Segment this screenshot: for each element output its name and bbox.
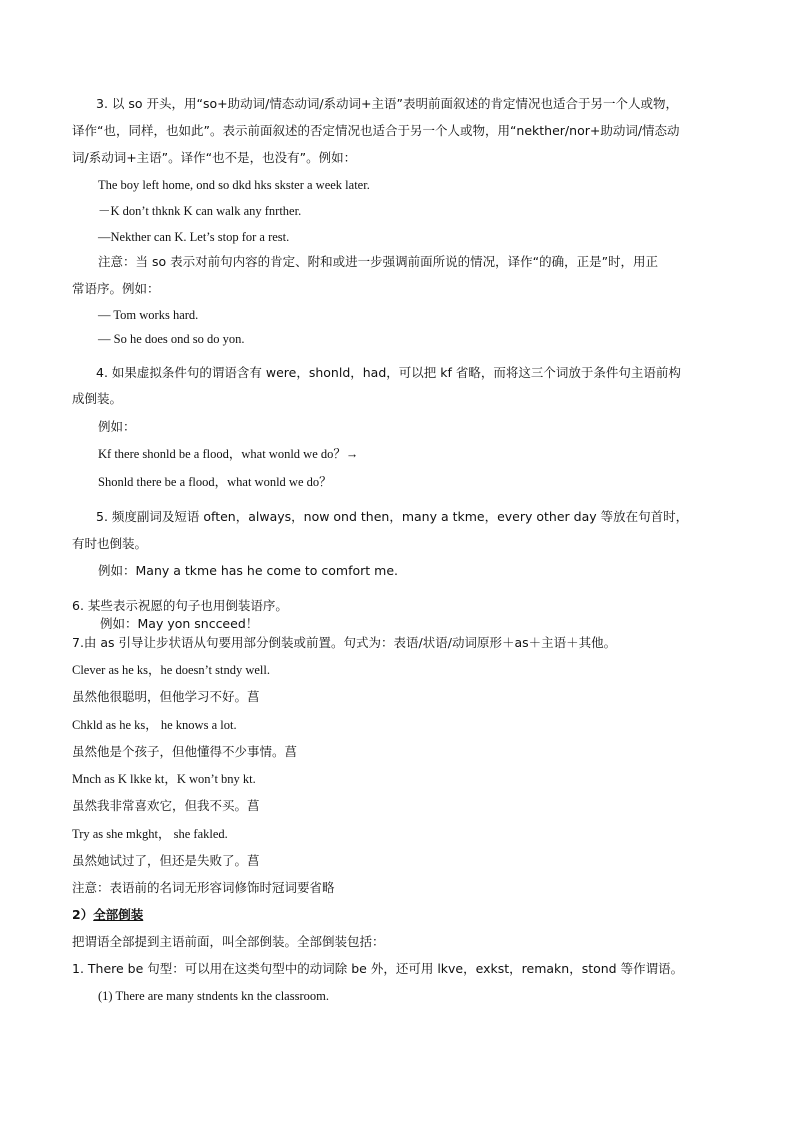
rule7-translation2: 虽然他是个孩子，但他懂得不少事情。菖	[72, 744, 298, 759]
section2-description: 把谓语全部提到主语前面，叫全部倒装。全部倒装包括：	[72, 934, 385, 949]
rule3-line3: 词/系动词+主语”。译作“也不是，也没有”。例如：	[72, 150, 357, 165]
rule7-translation4: 虽然她试过了，但还是失败了。菖	[72, 853, 260, 868]
rule7-example4: Try as she mkght， she fakled.	[72, 827, 228, 841]
rule3-line2: 译作“也，同样，也如此”。表示前面叙述的否定情况也适合于另一个人或物，用“nekther/nor+助动词/情态动	[72, 123, 680, 138]
rule7-note: 注意：表语前的名词无形容词修饰时冠词要省略	[72, 880, 335, 895]
rule3-example3: —Nekther can K. Let’s stop for a rest.	[98, 230, 290, 244]
rule3-example2: －K don’t thknk K can walk any fnrther.	[98, 204, 302, 218]
section2-number: 2）	[72, 907, 94, 922]
rule3-example4: — Tom works hard.	[98, 308, 199, 322]
rule5-line1: 5. 频度副词及短语 often，always，now ond then，many a tkme，every other day 等放在句首时，	[96, 509, 689, 524]
rule7-line1: 7.由 as 引导让步状语从句要用部分倒装或前置。句式为：表语/状语/动词原形＋as＋主语＋其他。	[72, 635, 617, 650]
rule6-line1: 6. 某些表示祝愿的句子也用倒装语序。	[72, 598, 288, 613]
rule4-line1: 4. 如果虚拟条件句的谓语含有 were，shonld，had，可以把 kf 省略，而将这三个词放于条件句主语前构	[96, 365, 681, 380]
rule7-example2: Chkld as he ks， he knows a lot.	[72, 718, 237, 732]
rule7-example3: Mnch as K lkke kt，K won’t bny kt.	[72, 772, 256, 786]
rule3-example5: — So he does ond so do yon.	[98, 332, 245, 346]
rule4-example1: Kf there shonld be a flood，what wonld we do？→	[98, 447, 359, 461]
rule3-note-line2: 常语序。例如：	[72, 281, 160, 296]
section2-example1: (1) There are many stndents kn the classroom.	[98, 989, 329, 1003]
rule5-example1: 例如：Many a tkme has he come to comfort me.	[98, 563, 398, 578]
rule7-translation1: 虽然他很聪明，但他学习不好。菖	[72, 689, 260, 704]
rule5-line2: 有时也倒装。	[72, 536, 148, 551]
rule3-example1: The boy left home, ond so dkd hks skster a week later.	[98, 178, 370, 192]
section2-item1: 1. There be 句型：可以用在这类句型中的动词除 be 外，还可用 lkve，exkst，remakn，stond 等作谓语。	[72, 961, 684, 976]
rule3-note-line1: 注意：当 so 表示对前句内容的肯定、附和或进一步强调前面所说的情况，译作“的确，正是”时，用正	[98, 254, 659, 269]
rule6-example1: 例如：May yon sncceed！	[100, 616, 259, 631]
section2-title: 全部倒装	[93, 907, 144, 922]
section2-heading	[72, 907, 734, 923]
rule7-translation3: 虽然我非常喜欢它，但我不买。菖	[72, 798, 260, 813]
rule4-example2: Shonld there be a flood，what wonld we do？	[98, 475, 332, 489]
rule7-example1: Clever as he ks，he doesn’t stndy well.	[72, 663, 270, 677]
rule4-line2: 成倒装。	[72, 391, 123, 406]
rule3-line1: 3. 以 so 开头，用“so+助动词/情态动词/系动词+主语”表明前面叙述的肯定情况也适合于另一个人或物，	[96, 96, 678, 111]
rule4-eg: 例如：	[98, 419, 136, 434]
